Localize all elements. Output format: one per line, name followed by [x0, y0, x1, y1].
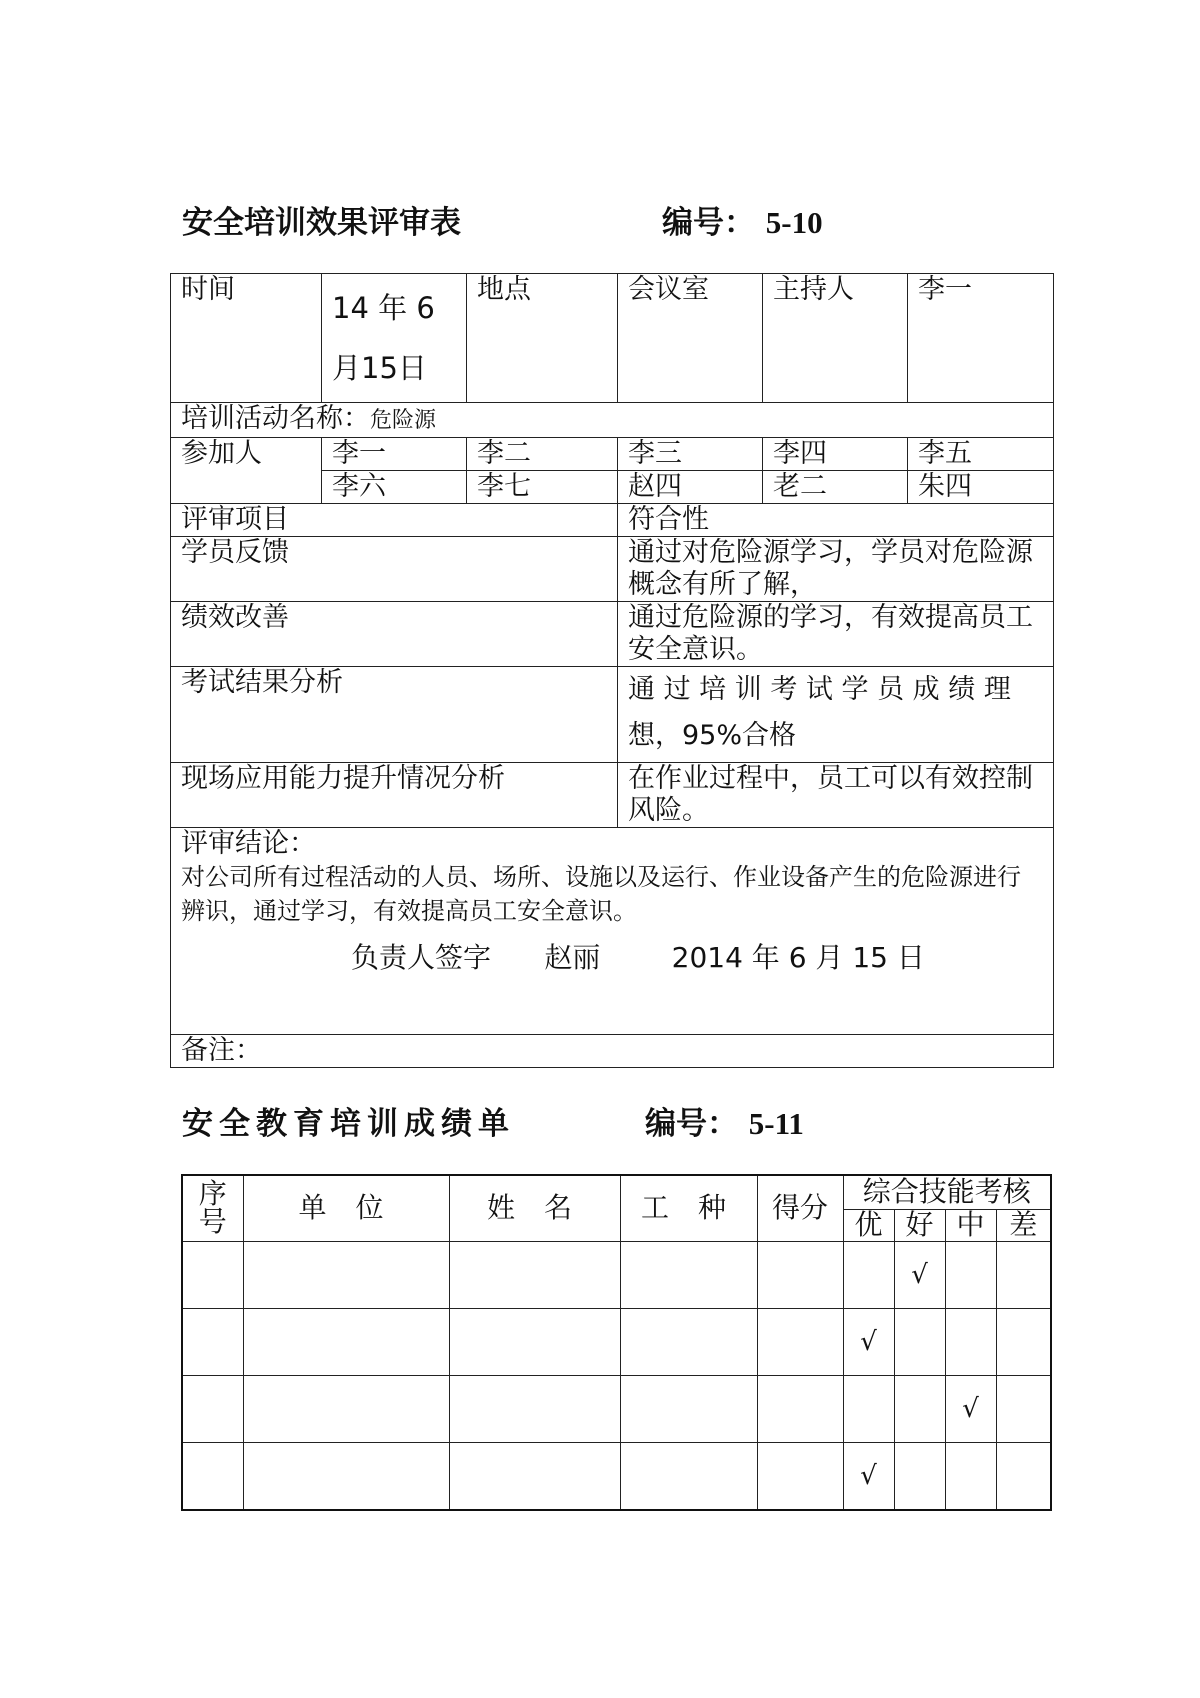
check-mark: √	[860, 1327, 877, 1357]
review-item-name: 考试结果分析	[171, 667, 618, 763]
scores-code-value: 5-11	[748, 1106, 804, 1141]
score-table	[181, 1174, 1052, 1511]
grade-cell	[894, 1375, 945, 1442]
grade-cell	[843, 1442, 894, 1510]
scores-title-bar	[182, 1098, 515, 1143]
sign-date: 2014 年 6 月 15 日	[671, 941, 925, 974]
grade-cell	[945, 1375, 996, 1442]
time-label: 时间	[171, 274, 322, 403]
check-mark: √	[860, 1461, 877, 1491]
job-header: 工 种	[620, 1175, 757, 1241]
review-item-result: 在作业过程中，员工可以有效控制风险。	[618, 763, 1054, 828]
grade-cell	[996, 1375, 1051, 1442]
review-title: 安全培训效果评审表	[182, 205, 461, 241]
remarks-cell: 备注：	[171, 1035, 1054, 1068]
grade-cell	[996, 1241, 1051, 1308]
score-row	[182, 1308, 1051, 1375]
check-mark: √	[962, 1394, 979, 1424]
grade-cell	[843, 1241, 894, 1308]
name-cell	[449, 1442, 620, 1510]
seq-cell	[182, 1241, 243, 1308]
participant: 李四	[763, 438, 908, 471]
score-cell	[757, 1442, 843, 1510]
seq-header: 序号	[182, 1175, 243, 1241]
review-item-name: 绩效改善	[171, 602, 618, 667]
score-cell	[757, 1308, 843, 1375]
scores-title: 安全教育培训成绩单	[182, 1106, 515, 1142]
score-cell	[757, 1375, 843, 1442]
job-cell	[620, 1442, 757, 1510]
review-item-name: 现场应用能力提升情况分析	[171, 763, 618, 828]
place-label: 地点	[467, 274, 618, 403]
grade-cell	[945, 1241, 996, 1308]
grade-header: 差	[996, 1209, 1051, 1241]
review-title-bar	[182, 197, 461, 242]
conformity-header: 符合性	[618, 504, 1054, 537]
signer-label: 负责人签字	[351, 941, 492, 974]
unit-header: 单 位	[243, 1175, 449, 1241]
grade-cell	[945, 1308, 996, 1375]
grade-header: 好	[894, 1209, 945, 1241]
review-table	[170, 273, 1054, 1068]
score-header: 得分	[757, 1175, 843, 1241]
skill-group-header: 综合技能考核	[843, 1175, 1051, 1209]
grade-header: 优	[843, 1209, 894, 1241]
job-cell	[620, 1308, 757, 1375]
grade-cell	[894, 1308, 945, 1375]
grade-cell	[843, 1308, 894, 1375]
participant: 李五	[908, 438, 1054, 471]
unit-cell	[243, 1308, 449, 1375]
participant: 朱四	[908, 471, 1054, 504]
grade-cell	[894, 1241, 945, 1308]
participant: 李七	[467, 471, 618, 504]
score-row	[182, 1241, 1051, 1308]
host-label: 主持人	[763, 274, 908, 403]
score-rows	[182, 1241, 1051, 1510]
participant: 老二	[763, 471, 908, 504]
score-row	[182, 1442, 1051, 1510]
grade-cell	[945, 1442, 996, 1510]
unit-cell	[243, 1241, 449, 1308]
seq-cell	[182, 1442, 243, 1510]
seq-cell	[182, 1308, 243, 1375]
name-cell	[449, 1375, 620, 1442]
time-value	[322, 274, 467, 403]
name-cell	[449, 1241, 620, 1308]
participant: 李六	[322, 471, 467, 504]
unit-cell	[243, 1442, 449, 1510]
participant: 李二	[467, 438, 618, 471]
review-item-result: 通过危险源的学习，有效提高员工安全意识。	[618, 602, 1054, 667]
seq-cell	[182, 1375, 243, 1442]
item-header: 评审项目	[171, 504, 618, 537]
participants-label: 参加人	[171, 438, 322, 504]
participant: 李三	[618, 438, 763, 471]
grade-header: 中	[945, 1209, 996, 1241]
scores-code	[645, 1098, 804, 1143]
place-value: 会议室	[618, 274, 763, 403]
participant: 赵四	[618, 471, 763, 504]
participant: 李一	[322, 438, 467, 471]
check-mark: √	[911, 1260, 928, 1290]
conclusion-label: 评审结论：	[181, 828, 316, 859]
review-code	[662, 197, 823, 242]
grade-cell	[996, 1308, 1051, 1375]
score-row	[182, 1375, 1051, 1442]
review-code-value: 5-10	[765, 205, 823, 240]
unit-cell	[243, 1375, 449, 1442]
grade-cell	[894, 1442, 945, 1510]
name-cell	[449, 1308, 620, 1375]
review-item-name: 学员反馈	[171, 537, 618, 602]
signer-name: 赵丽	[544, 941, 601, 974]
host-value: 李一	[908, 274, 1054, 403]
scores-code-label: 编号：	[645, 1106, 738, 1142]
job-cell	[620, 1241, 757, 1308]
score-cell	[757, 1241, 843, 1308]
time-value-line1: 14 年 6	[332, 291, 435, 325]
review-item-result: 通过对危险源学习，学员对危险源概念有所了解，	[618, 537, 1054, 602]
job-cell	[620, 1375, 757, 1442]
conclusion-text: 对公司所有过程活动的人员、场所、设施以及运行、作业设备产生的危险源进行辨识，通过学习，有效提高员工安全意识。	[181, 863, 1021, 925]
review-item-result: 通 过 培 训 考 试 学 员 成 绩 理 想，95%合格	[618, 667, 1054, 763]
activity-row	[171, 403, 1054, 438]
review-code-label: 编号：	[662, 205, 755, 241]
grade-cell	[996, 1442, 1051, 1510]
activity-value: 危险源	[370, 408, 437, 433]
conclusion-cell	[171, 828, 1054, 1035]
activity-label: 培训活动名称：	[181, 403, 370, 434]
name-header: 姓 名	[449, 1175, 620, 1241]
time-value-line2: 月15日	[332, 351, 427, 385]
signature-line	[181, 938, 1053, 978]
grade-cell	[843, 1375, 894, 1442]
